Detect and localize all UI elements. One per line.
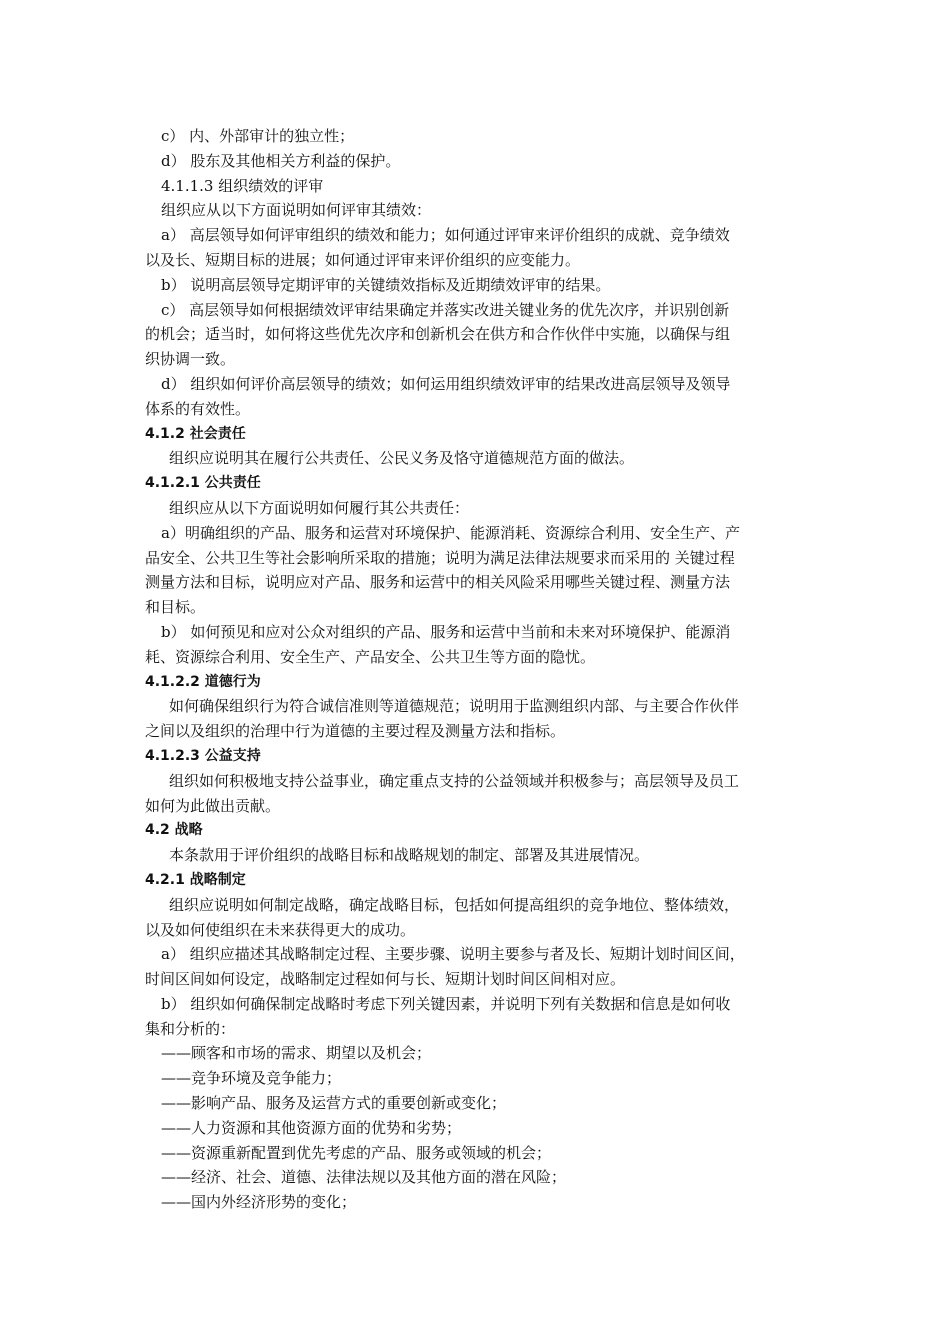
paragraph-continuation-line: 耗、资源综合利用、安全生产、产品安全、公共卫生等方面的隐忧。	[145, 647, 596, 666]
section-heading: 4.2.1 战略制定	[145, 871, 246, 888]
section-heading: 4.1.2.3 公益支持	[145, 747, 261, 764]
document-body	[145, 124, 815, 1215]
dash-list-item: ——国内外经济形势的变化；	[161, 1193, 357, 1212]
paragraph-line: 组织应从以下方面说明如何履行其公共责任：	[169, 498, 470, 517]
paragraph-continuation-line: 品安全、公共卫生等社会影响所采取的措施；说明为满足法律法规要求而采用的 关键过程	[145, 548, 735, 567]
dash-list-item: ——影响产品、服务及运营方式的重要创新或变化；	[161, 1094, 507, 1113]
paragraph-continuation-line: 集和分析的：	[145, 1019, 236, 1038]
paragraph-line: 组织应说明其在履行公共责任、公民义务及恪守道德规范方面的做法。	[169, 449, 635, 468]
paragraph-line: 本条款用于评价组织的战略目标和战略规划的制定、部署及其进展情况。	[169, 846, 650, 865]
paragraph-continuation-line: 以及如何使组织在未来获得更大的成功。	[145, 920, 416, 939]
list-item-line: a） 组织应描述其战略制定过程、主要步骤、说明主要参与者及长、短期计划时间区间，	[161, 945, 745, 964]
paragraph-line: 如何确保组织行为符合诚信准则等道德规范；说明用于监测组织内部、与主要合作伙伴	[169, 697, 740, 716]
paragraph-line: 组织如何积极地支持公益事业，确定重点支持的公益领域并积极参与；高层领导及员工	[169, 771, 740, 790]
list-item-line: d） 股东及其他相关方利益的保护。	[161, 151, 401, 170]
list-item-line: b） 说明高层领导定期评审的关键绩效指标及近期绩效评审的结果。	[161, 275, 611, 294]
paragraph-continuation-line: 之间以及组织的治理中行为道德的主要过程及测量方法和指标。	[145, 722, 566, 741]
paragraph-continuation-line: 测量方法和目标，说明应对产品、服务和运营中的相关风险采用哪些关键过程、测量方法	[145, 573, 731, 592]
paragraph-continuation-line: 体系的有效性。	[145, 399, 251, 418]
dash-list-item: ——人力资源和其他资源方面的优势和劣势；	[161, 1118, 462, 1137]
list-item-line: 组织应从以下方面说明如何评审其绩效：	[161, 201, 432, 220]
paragraph-line: 组织应说明如何制定战略，确定战略目标，包括如何提高组织的竞争地位、整体绩效，	[169, 895, 740, 914]
list-item-line: c） 高层领导如何根据绩效评审结果确定并落实改进关键业务的优先次序，并识别创新	[161, 300, 730, 319]
section-heading: 4.1.2 社会责任	[145, 425, 246, 442]
list-item-line: c） 内、外部审计的独立性；	[161, 127, 355, 145]
section-heading: 4.1.2.2 道德行为	[145, 673, 261, 690]
paragraph-continuation-line: 和目标。	[145, 598, 206, 617]
list-item-line: a） 高层领导如何评审组织的绩效和能力；如何通过评审来评价组织的成就、竞争绩效	[161, 226, 730, 245]
paragraph-continuation-line: 以及长、短期目标的进展；如何通过评审来评价组织的应变能力。	[145, 250, 581, 269]
section-heading: 4.2 战略	[145, 822, 203, 839]
paragraph-continuation-line: 织协调一致。	[145, 350, 236, 369]
list-item-line: d） 组织如何评价高层领导的绩效；如何运用组织绩效评审的结果改进高层领导及领导	[161, 374, 731, 393]
dash-list-item: ——经济、社会、道德、法律法规以及其他方面的潜在风险；	[161, 1168, 567, 1187]
list-item-line: a）明确组织的产品、服务和运营对环境保护、能源消耗、资源综合利用、安全生产、产	[161, 523, 740, 542]
paragraph-continuation-line: 时间区间如何设定，战略制定过程如何与长、短期计划时间区间相对应。	[145, 970, 626, 989]
list-item-line: b） 组织如何确保制定战略时考虑下列关键因素，并说明下列有关数据和信息是如何收	[161, 994, 731, 1013]
paragraph-continuation-line: 的机会；适当时，如何将这些优先次序和创新机会在供方和合作伙伴中实施，以确保与组	[145, 325, 731, 344]
subsection-heading: 4.1.1.3 组织绩效的评审	[161, 176, 324, 195]
dash-list-item: ——竞争环境及竞争能力；	[161, 1069, 342, 1088]
list-item-line: b） 如何预见和应对公众对组织的产品、服务和运营中当前和未来对环境保护、能源消	[161, 622, 731, 641]
paragraph-continuation-line: 如何为此做出贡献。	[145, 796, 281, 815]
section-heading: 4.1.2.1 公共责任	[145, 475, 261, 492]
dash-list-item: ——顾客和市场的需求、期望以及机会；	[161, 1044, 432, 1063]
dash-list-item: ——资源重新配置到优先考虑的产品、服务或领域的机会；	[161, 1143, 552, 1162]
